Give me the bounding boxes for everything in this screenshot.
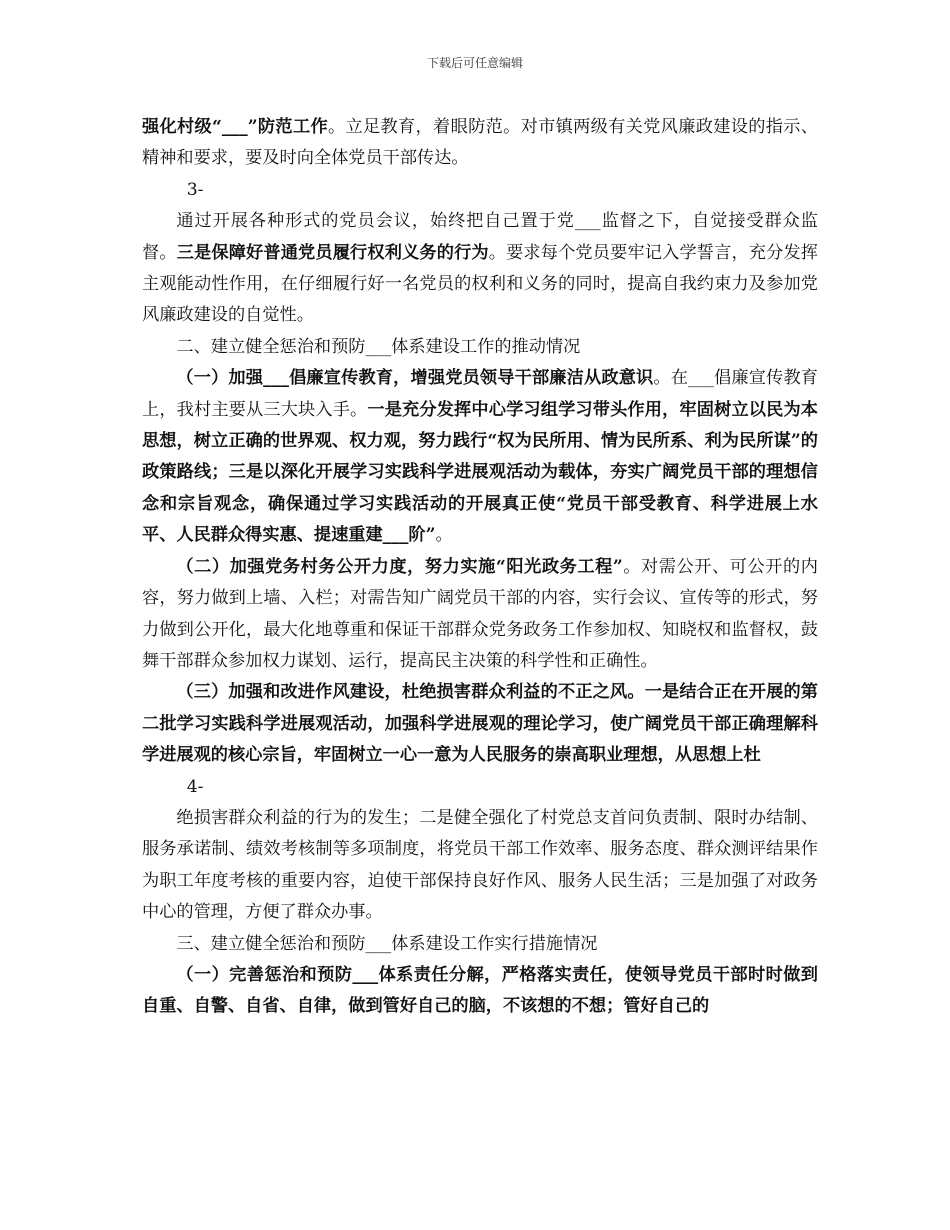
paragraph-p2 — [142, 206, 818, 332]
document-body — [142, 112, 818, 1023]
paragraph-h3 — [142, 929, 818, 960]
page-number — [142, 175, 818, 206]
paragraph-p7 — [142, 960, 818, 1023]
text-run: 二、建立健全惩治和预防___体系建设工作的推动情况 — [176, 336, 581, 357]
paragraph-p6 — [142, 803, 818, 929]
page-number — [142, 772, 818, 803]
text-run: 通过开展各种形式的党员会议，始终把自己置于党___监督之下，自觉接受群众监督。 — [142, 211, 818, 263]
paragraph-h2 — [142, 332, 818, 363]
bold-text-run: （三）加强和改进作风建设，杜绝损害群众利益的不正之风。一是结合正在开展的第二批学习实践科学进展观活动，加强科学进展观的理论学习，使广阔党员干部正确理解科学进展观的核心宗旨，牢固树立一心一意为人民服务的崇高职业理想，从思想上杜 — [142, 682, 818, 766]
paragraph-p3 — [142, 363, 818, 551]
bold-text-run: 一是充分发挥中心学习组学习带头作用，牢固树立以民为本思想，树立正确的世界观、权力观，努力践行“权为民所用、情为民所系、利为民所谋”的政策路线；三是以深化开展学习实践科学进展观活动为载体，夯实广阔党员干部的理想信念和宗旨观念，确保通过学习实践活动的开展真正使“党员干部受教育、科学进展上水平、人民群众得实惠、提速重建___阶” — [142, 399, 818, 546]
bold-text-run: （一）加强___倡廉宣传教育，增强党员领导干部廉洁从政意识 — [176, 368, 654, 389]
text-run: 三、建立健全惩治和预防___体系建设工作实行措施情况 — [176, 933, 598, 954]
text-run: 3- — [186, 179, 204, 200]
text-run: 。要求每个党员要牢记入学誓言，充分发挥主观能动性作用，在仔细履行好一名党员的权利和义务的同时，提高自我约束力及参加党风廉政建设的自觉性。 — [142, 242, 818, 326]
text-run: 。 — [435, 525, 453, 546]
bold-text-run: （一）完善惩治和预防___体系责任分解，严格落实责任，使领导党员干部时时做到自重、自警、自省、自律，做到管好自己的脑，不该想的不想；管好自己的 — [142, 964, 818, 1017]
bold-text-run: 三是保障好普通党员履行权利义务的行为 — [176, 242, 489, 263]
text-run: 。立足教育，着眼防范。对市镇两级有关党风廉政建设的指示、精神和要求，要及时向全体党员干部传达。 — [142, 117, 818, 169]
bold-text-run: 强化村级“___”防范工作 — [142, 117, 328, 137]
paragraph-p1 — [142, 112, 818, 175]
bold-text-run: （二）加强党务村务公开力度，努力实施“阳光政务工程” — [176, 556, 623, 577]
text-run: 4- — [186, 776, 204, 797]
paragraph-p4 — [142, 552, 818, 678]
page-header: 下载后可任意编辑 — [426, 56, 523, 70]
text-run: 绝损害群众利益的行为的发生；二是健全强化了村党总支首问负责制、限时办结制、服务承诺制、绩效考核制等多项制度，将党员干部工作效率、服务态度、群众测评结果作为职工年度考核的重要内容，迫使干部保持良好作风、服务人民生活；三是加强了对政务中心的管理，方便了群众办事。 — [142, 807, 818, 923]
text-run: 。在___倡廉宣传教育上，我村主要从三大块入手。 — [142, 368, 818, 420]
text-run: 。对需公开、可公开的内容，努力做到上墙、入栏；对需告知广阔党员干部的内容，实行会议、宣传等的形式，努力做到公开化，最大化地尊重和保证干部群众党务政务工作参加权、知晓权和监督权，鼓舞干部群众参加权力谋划、运行，提高民主决策的科学性和正确性。 — [142, 556, 818, 671]
paragraph-p5 — [142, 677, 818, 771]
